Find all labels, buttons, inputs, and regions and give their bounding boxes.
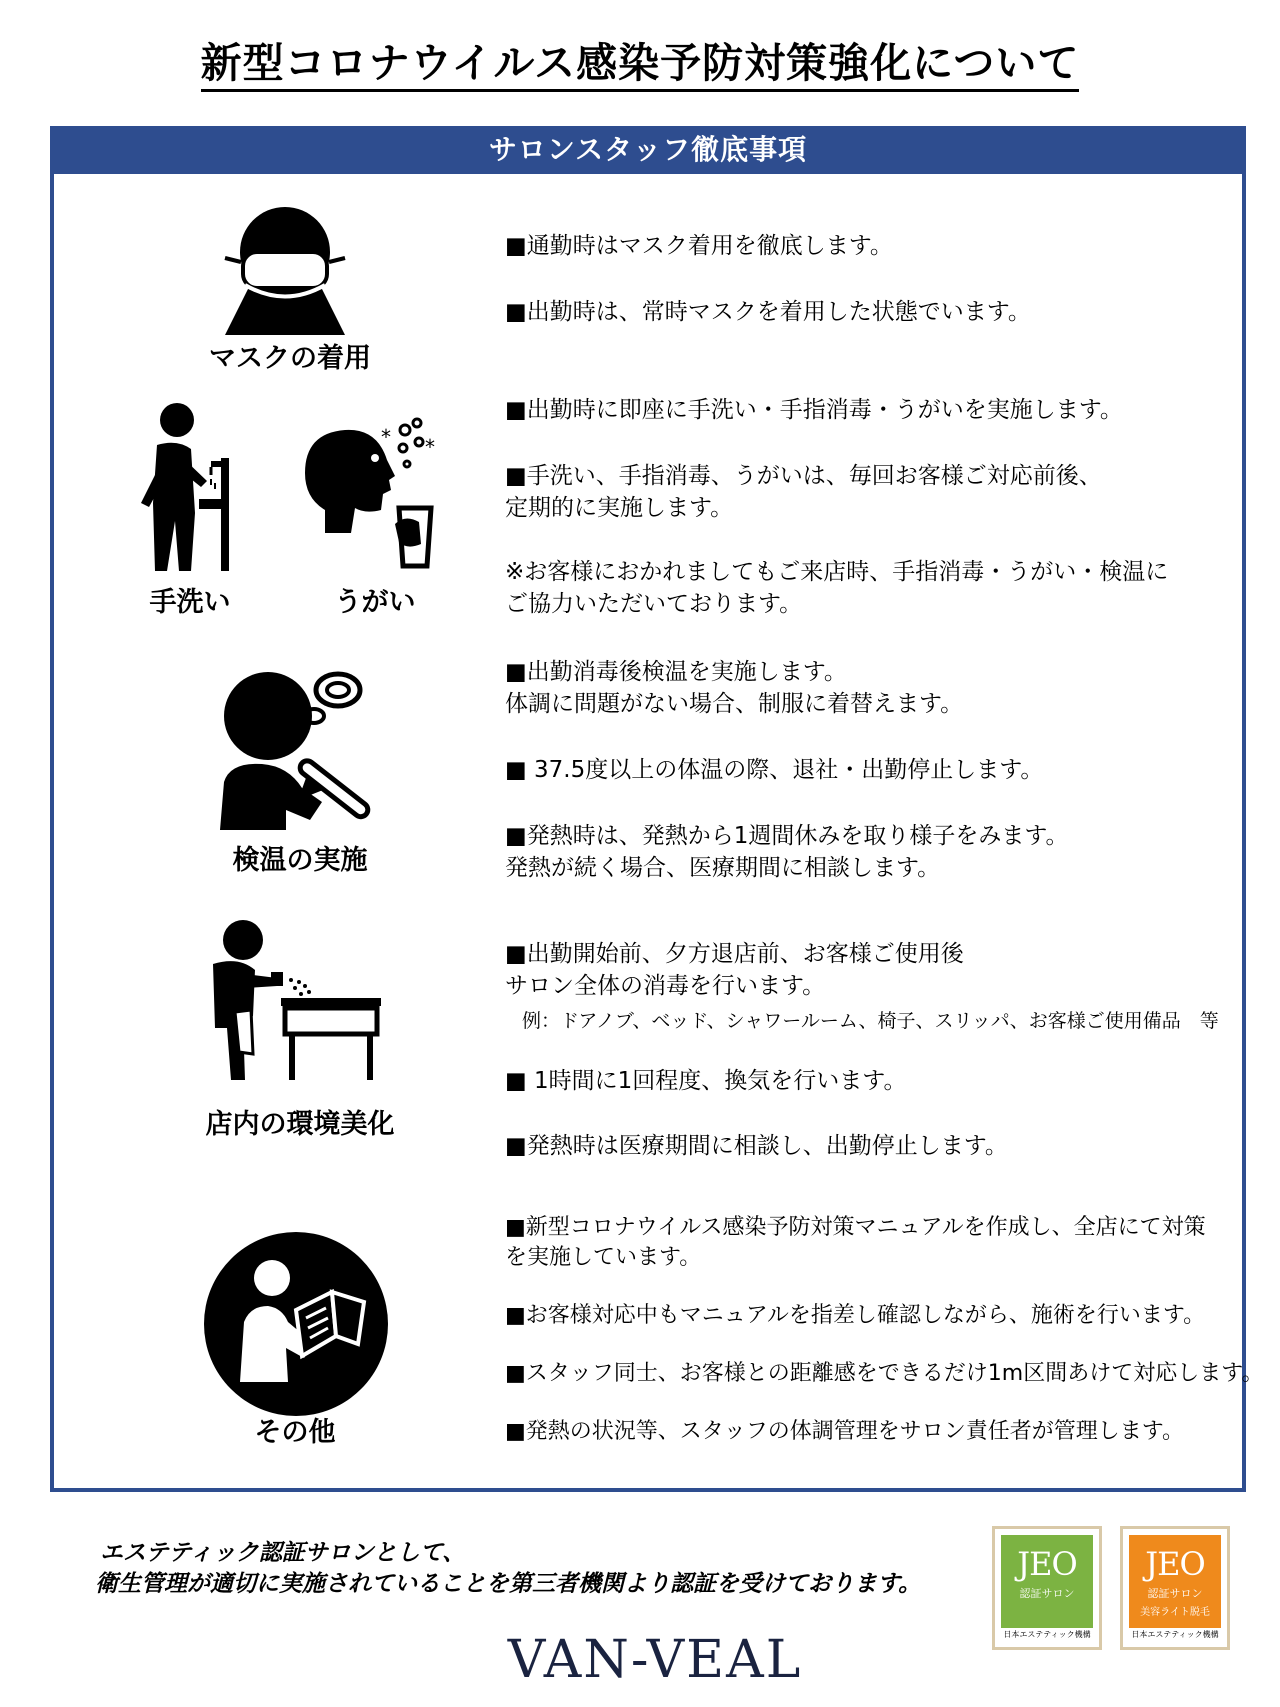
temperature-item-1-line-2: 体調に問題がない場合、制服に着替えます。 xyxy=(505,691,964,717)
mask-item-1: ■通勤時はマスク着用を徹底します。 xyxy=(505,233,893,259)
certification-line-1: エステティック認証サロンとして、 xyxy=(100,1540,466,1566)
other-item-3: ■スタッフ同士、お客様との距離感をできるだけ1m区間あけて対応します。 xyxy=(505,1361,1264,1386)
manual-reading-icon xyxy=(204,1232,388,1416)
mask-label: マスクの着用 xyxy=(209,343,371,374)
temperature-item-3-line-1: ■発熱時は、発熱から1週間休みを取り様子をみます。 xyxy=(505,823,1069,849)
environment-label: 店内の環境美化 xyxy=(205,1109,395,1140)
other-item-1-line-2: を実施しています。 xyxy=(505,1245,702,1270)
mask-item-2: ■出勤時は、常時マスクを着用した状態でいます。 xyxy=(505,299,1031,325)
badge-org: 日本エステティック機構 xyxy=(1001,1628,1093,1641)
other-label: その他 xyxy=(254,1417,336,1448)
certification-statement xyxy=(95,1538,921,1600)
handwash-icon xyxy=(135,403,245,573)
gargle-label: うがい xyxy=(334,587,416,618)
mask-person-icon xyxy=(205,200,365,335)
panel-header: サロンスタッフ徹底事項 xyxy=(50,126,1246,174)
other-item-2: ■お客様対応中もマニュアルを指差し確認しながら、施術を行います。 xyxy=(505,1303,1206,1328)
cleaning-person-icon xyxy=(195,920,385,1080)
customer-note-line-1: ※お客様におかれましてもご来店時、手指消毒・うがい・検温に xyxy=(505,559,1169,585)
environment-item-1-line-1: ■出勤開始前、夕方退店前、お客様ご使用後 xyxy=(505,941,964,967)
page-title: 新型コロナウイルス感染予防対策強化について xyxy=(0,30,1280,89)
thermometer-person-icon xyxy=(210,670,390,830)
svg-text:*: * xyxy=(425,435,435,459)
badge-logo: JEO xyxy=(1017,1545,1077,1583)
other-item-1-line-1: ■新型コロナウイルス感染予防対策マニュアルを作成し、全店にて対策 xyxy=(505,1215,1206,1240)
badge-caption: 認証サロン xyxy=(1019,1587,1075,1600)
customer-note-line-2: ご協力いただいております。 xyxy=(505,591,803,617)
temperature-item-1-line-1: ■出勤消毒後検温を実施します。 xyxy=(505,659,847,685)
badge-org: 日本エステティック機構 xyxy=(1129,1628,1221,1641)
environment-item-3: ■発熱時は医療期間に相談し、出勤停止します。 xyxy=(505,1133,1008,1159)
environment-item-1-line-2: サロン全体の消毒を行います。 xyxy=(505,973,826,999)
certification-line-2: 衛生管理が適切に実施されていることを第三者機関より認証を受けております。 xyxy=(95,1571,922,1597)
temperature-label: 検温の実施 xyxy=(232,845,368,876)
badge-caption: 認証サロン xyxy=(1147,1587,1203,1600)
gargle-icon xyxy=(295,418,445,568)
badge-logo: JEO xyxy=(1145,1545,1205,1583)
badge-caption-2: 美容ライト脱毛 xyxy=(1140,1607,1210,1618)
hygiene-item-2-line-2: 定期的に実施します。 xyxy=(505,495,734,521)
environment-item-2: ■ 1時間に1回程度、換気を行います。 xyxy=(505,1068,907,1094)
hygiene-item-1: ■出勤時に即座に手洗い・手指消毒・うがいを実施します。 xyxy=(505,397,1123,423)
temperature-item-2: ■ 37.5度以上の体温の際、退社・出勤停止します。 xyxy=(505,757,1044,783)
temperature-item-3-line-2: 発熱が続く場合、医療期間に相談します。 xyxy=(505,855,941,881)
svg-text:*: * xyxy=(381,425,391,449)
brand-logo: VAN-VEAL xyxy=(507,1630,803,1690)
environment-example: 例：ドアノブ、ベッド、シャワールーム、椅子、スリッパ、お客様ご使用備品 等 xyxy=(522,1010,1219,1032)
hygiene-item-2-line-1: ■手洗い、手指消毒、うがいは、毎回お客様ご対応前後、 xyxy=(505,463,1102,489)
other-item-4: ■発熱の状況等、スタッフの体調管理をサロン責任者が管理します。 xyxy=(505,1419,1185,1444)
handwash-label: 手洗い xyxy=(149,587,231,618)
